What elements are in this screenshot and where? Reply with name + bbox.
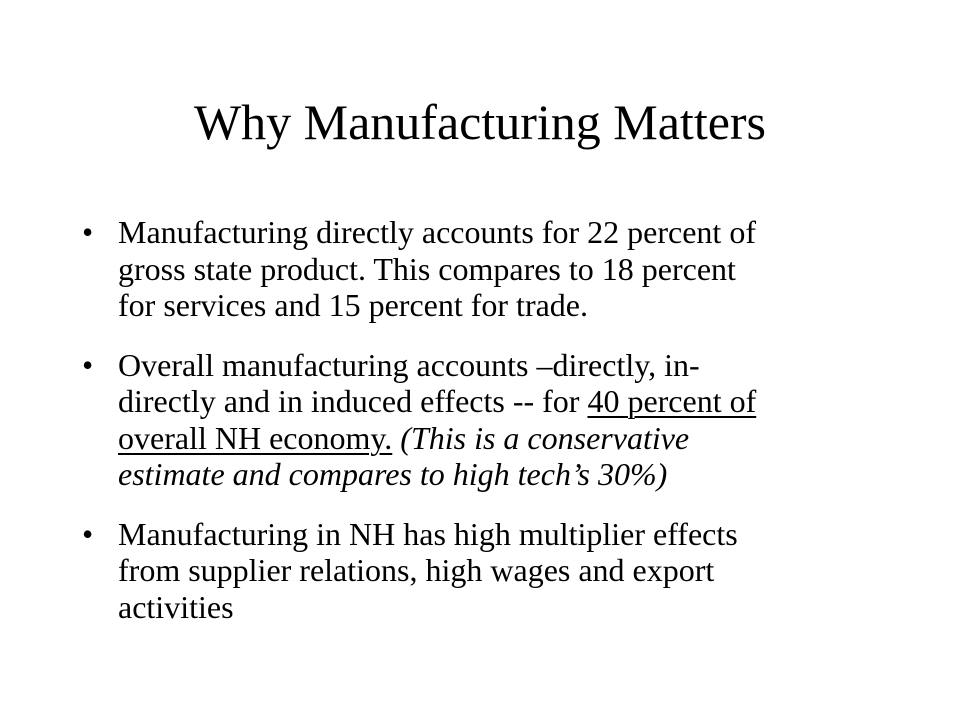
bullet-3-line-1: Manufacturing in NH has high multiplier effects: [118, 515, 738, 552]
bullet-item-multiplier-effects: [82, 516, 882, 626]
bullet-item-overall-economy: [82, 347, 882, 493]
bullet-marker: •: [82, 346, 94, 383]
slide-title: Why Manufacturing Matters: [193, 94, 767, 150]
underlined-nh-economy: overall NH economy.: [118, 419, 393, 456]
bullet-2-line-2-text: directly and in induced effects -- for: [118, 383, 588, 419]
bullet-1-line-2: gross state product. This compares to 18 percent: [118, 250, 736, 287]
bullet-3-line-2: from supplier relations, high wages and export: [118, 552, 715, 588]
bullet-2-line-2: [118, 383, 882, 420]
bullet-2-line-1: Overall manufacturing accounts –directly, in-: [118, 346, 700, 383]
bullet-marker: •: [82, 214, 94, 250]
italic-note-start: (This is a conservative: [392, 419, 690, 456]
bullet-1-line-1: Manufacturing directly accounts for 22 percent of: [118, 214, 756, 250]
bullet-2-line-3: [118, 420, 882, 457]
underlined-40-percent: 40 percent of: [587, 383, 757, 419]
bullet-3-line-3: activities: [118, 588, 234, 625]
bullet-1-line-3: for services and 15 percent for trade.: [118, 287, 588, 323]
bullet-marker: •: [82, 515, 94, 552]
bullet-list: [82, 214, 882, 625]
bullet-item-gross-state-product: [82, 214, 882, 324]
italic-note-end: estimate and compares to high tech’s 30%): [118, 456, 668, 492]
